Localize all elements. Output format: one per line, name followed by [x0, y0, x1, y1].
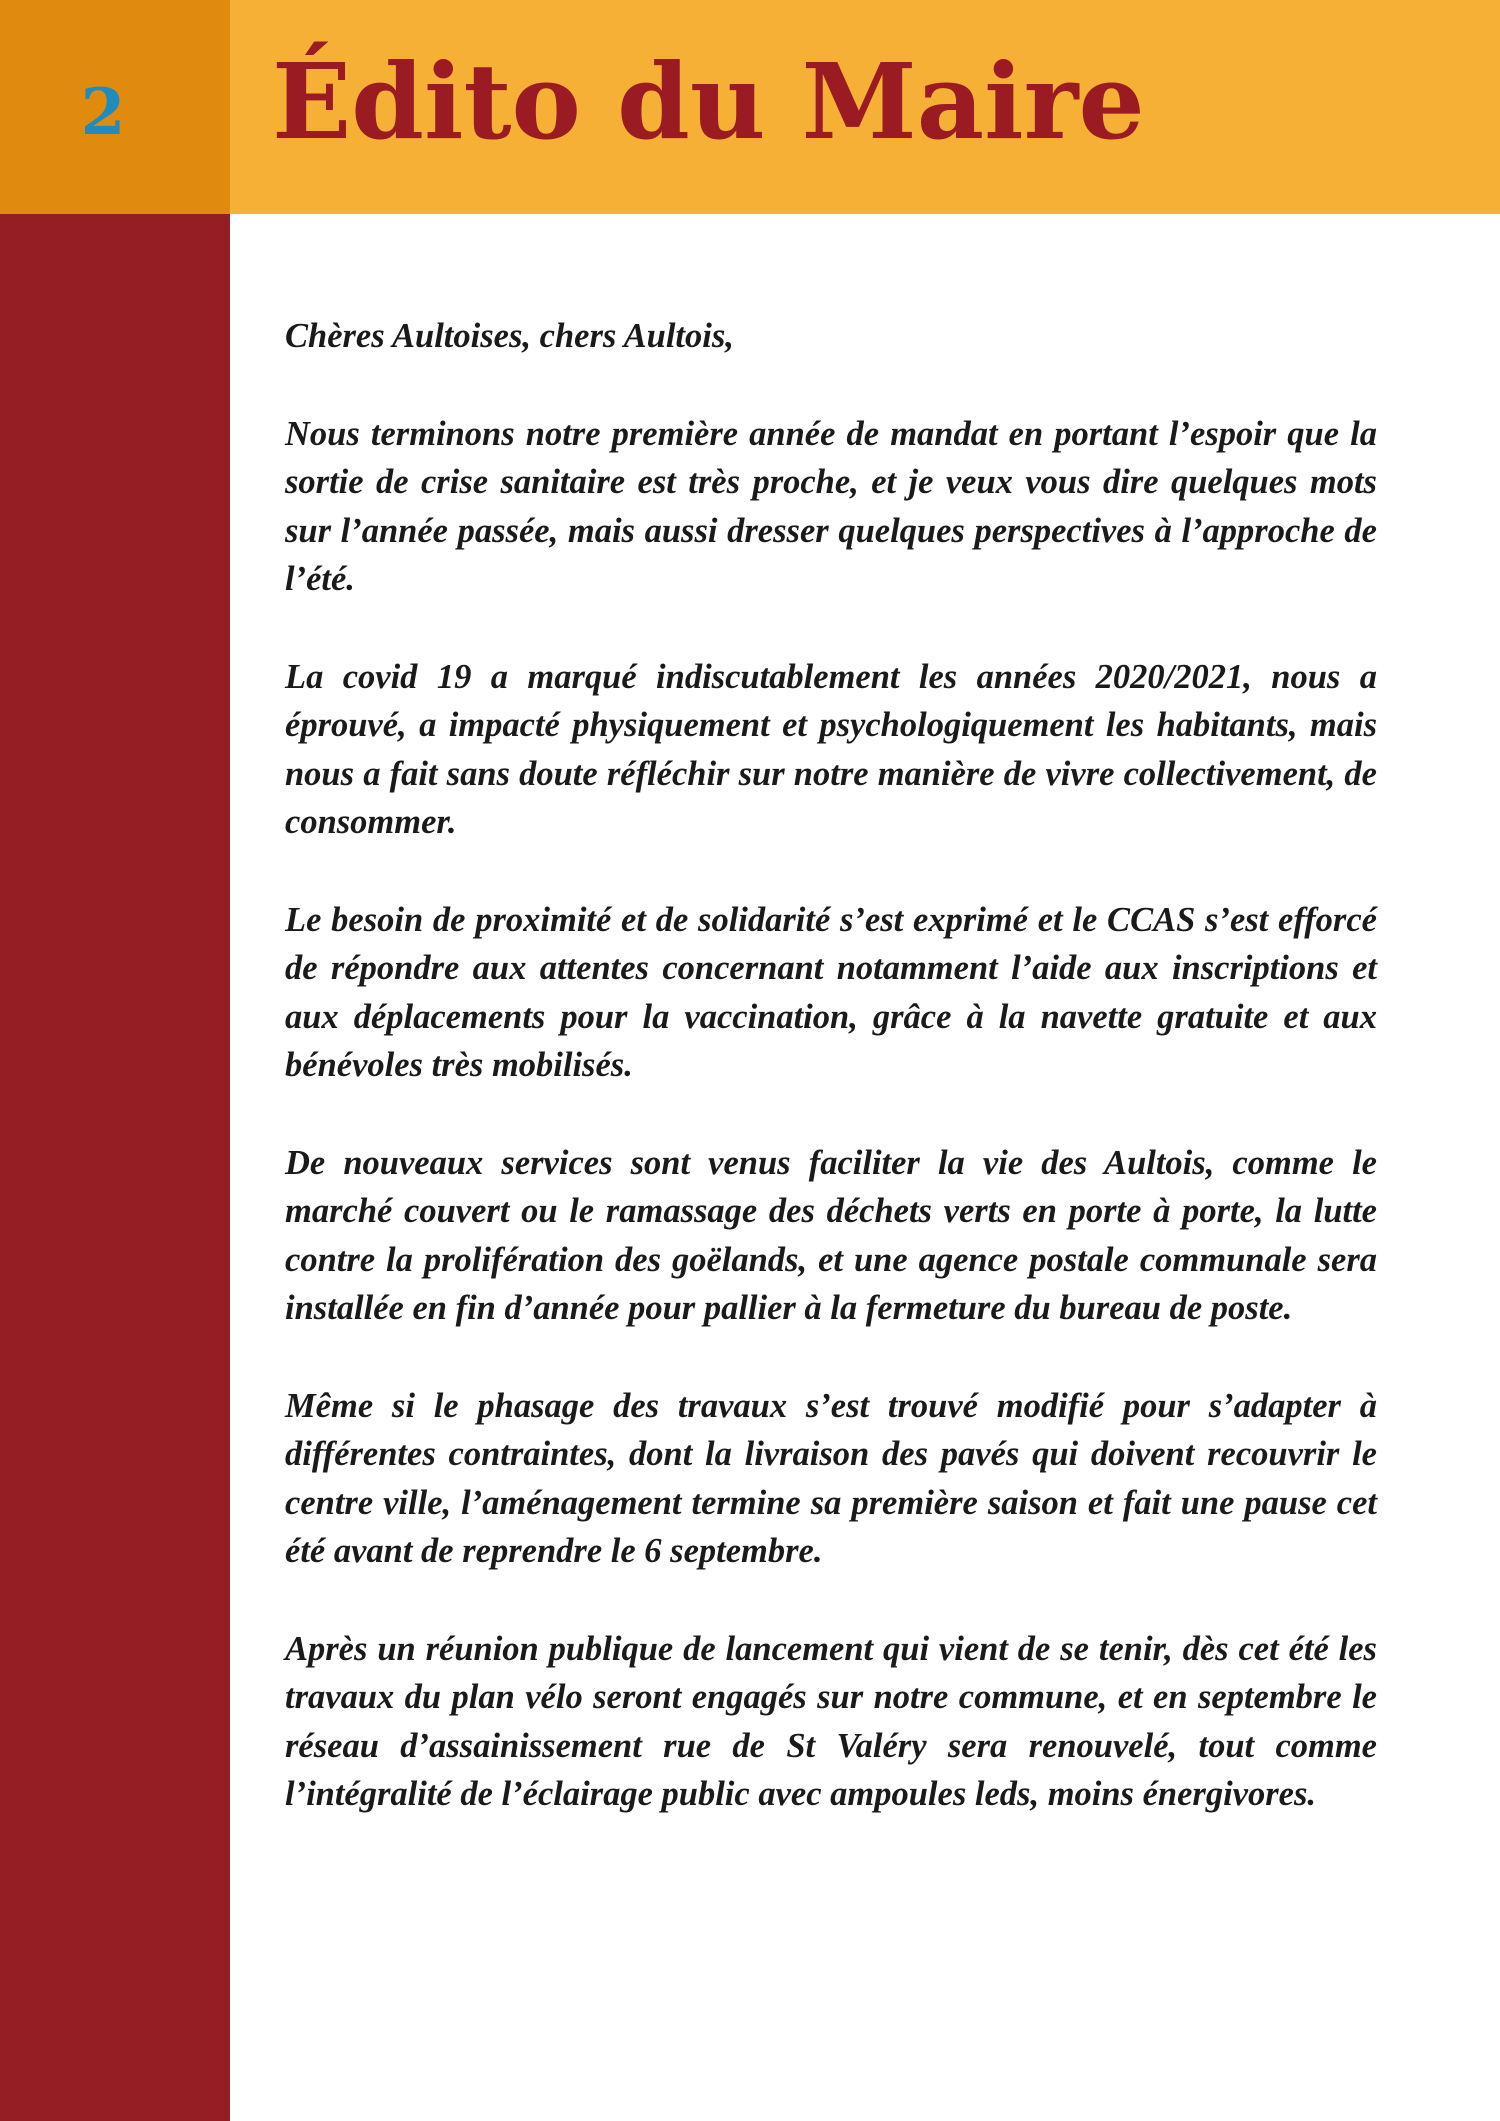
page-number-box [0, 0, 230, 214]
title-bar [230, 0, 1500, 214]
side-band [0, 214, 230, 2121]
paragraph-works: Même si le phasage des travaux s’est trouvé modifié pour s’adapter à différentes contraintes, dont la livraison des pavés qui doivent recouvrir le centre ville, l’aménagement termine sa première saison et fait une pause cet été avant de reprendre le 6 septembre. [285, 1386, 1377, 1570]
page-title: Édito du Maire [272, 40, 1145, 163]
paragraph-new-services: De nouveaux services sont venus faciliter la vie des Aultois, comme le marché couvert ou le ramassage des déchets verts en porte à porte, la lutte contre la prolifération des goëlands, et une agence postale communale sera installée en fin d’année pour pallier à la fermeture du bureau de poste. [285, 1143, 1377, 1327]
paragraph-bike-plan: Après un réunion publique de lancement qui vient de se tenir, dès cet été les travaux du plan vélo seront engagés sur notre commune, et en septembre le réseau d’assainissement rue de St Valéry sera renouvelé, tout comme l’intégralité de l’éclairage public avec ampoules leds, moins énergivores. [285, 1629, 1377, 1813]
paragraph-intro: Nous terminons notre première année de mandat en portant l’espoir que la sortie de crise sanitaire est très proche, et je veux vous dire quelques mots sur l’année passée, mais aussi dresser quelques perspectives à l’approche de l’été. [285, 414, 1377, 598]
page-number: 2 [80, 75, 126, 150]
editorial-body [285, 312, 1377, 1868]
salutation: Chères Aultoises, chers Aultois, [285, 317, 734, 355]
paragraph-covid: La covid 19 a marqué indiscutablement les années 2020/2021, nous a éprouvé, a impacté physiquement et psychologiquement les habitants, mais nous a fait sans doute réfléchir sur notre manière de vivre collectivement, de consommer. [285, 657, 1377, 841]
paragraph-solidarity: Le besoin de proximité et de solidarité s’est exprimé et le CCAS s’est efforcé de répondre aux attentes concernant notamment l’aide aux inscriptions et aux déplacements pour la vaccination, grâce à la navette gratuite et aux bénévoles très mobilisés. [285, 900, 1377, 1084]
